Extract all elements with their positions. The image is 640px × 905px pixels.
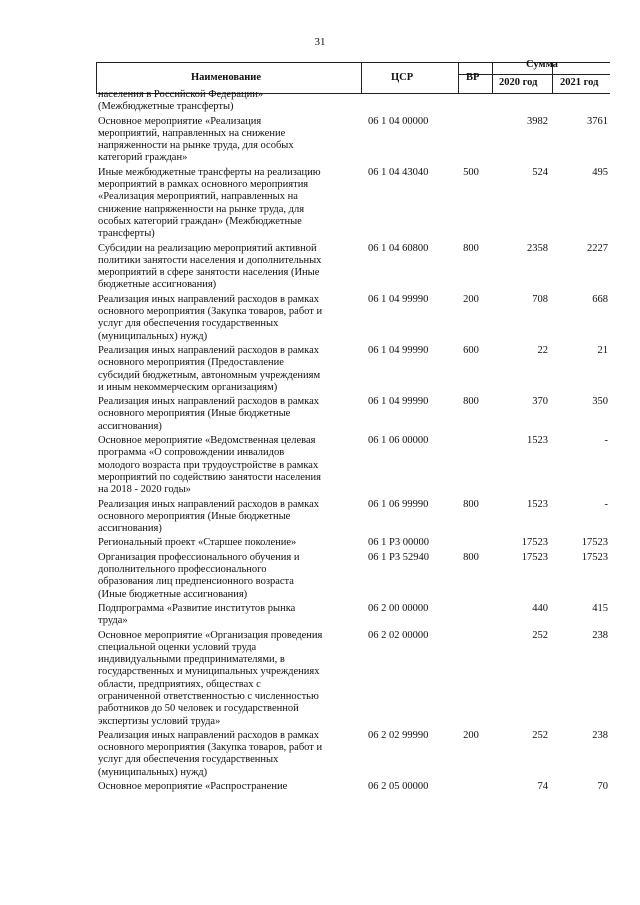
- row-name-line: Реализация иных направлений расходов в рамках: [98, 396, 320, 408]
- row-name-line: ассигнования): [98, 523, 162, 535]
- row-vr: 200: [463, 293, 479, 305]
- row-name: [98, 167, 360, 241]
- table-row: [0, 603, 640, 630]
- row-csr: 06 2 05 00000: [368, 781, 429, 793]
- row-2021: -: [604, 435, 608, 447]
- row-name-line: Региональный проект «Старшее поколение»: [98, 537, 297, 549]
- row-csr: 06 1 04 99990: [368, 344, 429, 356]
- table-body: [0, 89, 640, 795]
- row-2020: 1523: [527, 498, 548, 510]
- row-name-line: Основное мероприятие «Распространение: [98, 781, 288, 793]
- row-csr: 06 1 Р3 52940: [368, 551, 429, 563]
- row-name-line: государственных и муниципальных учреждениях: [98, 666, 320, 678]
- row-name: [98, 537, 360, 549]
- row-name-line: Реализация иных направлений расходов в рамках: [98, 729, 320, 741]
- row-name-line: Основное мероприятие «Реализация: [98, 115, 262, 127]
- table-row: [0, 537, 640, 551]
- row-name-line: Субсидии на реализацию мероприятий активной: [98, 242, 317, 254]
- table-row: [0, 396, 640, 435]
- row-name: [98, 243, 360, 292]
- row-name-line: снижение напряженности на рынке труда, для: [98, 203, 305, 215]
- row-name: [98, 345, 360, 394]
- row-name: [98, 552, 360, 601]
- row-2021: -: [604, 498, 608, 510]
- row-csr: 06 1 04 43040: [368, 166, 429, 178]
- row-name-line: Основное мероприятие «Организация проведения: [98, 629, 323, 641]
- row-name-line: (Иные бюджетные ассигнования): [98, 588, 248, 600]
- row-name-line: бюджетные ассигнования): [98, 279, 217, 291]
- row-name: [98, 630, 360, 728]
- header-vr: ВР: [466, 72, 480, 83]
- row-csr: 06 1 06 99990: [368, 498, 429, 510]
- row-name-line: молодого возраста при трудоустройстве в рамках: [98, 459, 319, 471]
- row-2020: 252: [532, 729, 548, 741]
- table-row: [0, 630, 640, 730]
- page-number: 31: [314, 36, 326, 48]
- row-2020: 1523: [527, 435, 548, 447]
- row-name-line: услуг для обеспечения государственных: [98, 318, 279, 330]
- header-sum: Сумма: [526, 59, 558, 70]
- row-vr: 800: [463, 242, 479, 254]
- row-name-line: Реализация иных направлений расходов в рамках: [98, 293, 320, 305]
- row-name-line: услуг для обеспечения государственных: [98, 754, 279, 766]
- row-2021: 70: [597, 781, 608, 793]
- header-2021: 2021 год: [560, 77, 599, 88]
- row-name: [98, 499, 360, 536]
- row-name-line: индивидуальными предпринимателями, в: [98, 654, 285, 666]
- header-2020: 2020 год: [499, 77, 538, 88]
- table-row: [0, 552, 640, 603]
- row-vr: 800: [463, 551, 479, 563]
- row-name: [98, 781, 360, 793]
- row-name-line: труда»: [98, 615, 128, 627]
- row-2020: 524: [532, 166, 548, 178]
- row-name: [98, 89, 360, 114]
- table-row: [0, 435, 640, 499]
- row-vr: 800: [463, 498, 479, 510]
- row-name-line: населения в Российской Федерации»: [98, 89, 264, 100]
- row-2021: 17523: [581, 537, 608, 549]
- row-name-line: трансферты): [98, 228, 155, 240]
- row-name-line: (муниципальных) нужд): [98, 766, 208, 778]
- row-name: [98, 603, 360, 628]
- row-vr: 500: [463, 166, 479, 178]
- row-name-line: «Реализация мероприятий, направленных на: [98, 191, 298, 203]
- row-name-line: особых категорий граждан» (Межбюджетные: [98, 215, 302, 227]
- row-name-line: области, предприятиях, обществах с: [98, 678, 261, 690]
- row-name-line: основного мероприятия (Предоставление: [98, 357, 284, 369]
- row-name-line: напряженности на рынке труда, для особых: [98, 140, 294, 152]
- row-name-line: Подпрограмма «Развитие институтов рынка: [98, 602, 296, 614]
- row-2021: 2227: [587, 242, 608, 254]
- row-2021: 350: [592, 396, 608, 408]
- table-row: [0, 167, 640, 243]
- row-csr: 06 2 02 99990: [368, 729, 429, 741]
- row-name: [98, 396, 360, 433]
- row-csr: 06 1 Р3 00000: [368, 537, 429, 549]
- row-2020: 3982: [527, 115, 548, 127]
- table-row: [0, 89, 640, 116]
- table-row: [0, 294, 640, 345]
- row-name: [98, 435, 360, 496]
- row-2020: 17523: [521, 551, 548, 563]
- row-2020: 2358: [527, 242, 548, 254]
- row-csr: 06 1 04 00000: [368, 115, 429, 127]
- row-2021: 668: [592, 293, 608, 305]
- table-row: [0, 730, 640, 781]
- header-csr: ЦСР: [391, 72, 414, 83]
- header-name: Наименование: [191, 72, 261, 83]
- row-2021: 3761: [587, 115, 608, 127]
- row-csr: 06 1 06 00000: [368, 435, 429, 447]
- row-name-line: основного мероприятия (Закупка товаров, работ и: [98, 306, 323, 318]
- row-name: [98, 730, 360, 779]
- row-2021: 17523: [581, 551, 608, 563]
- row-name-line: основного мероприятия (Иные бюджетные: [98, 510, 291, 522]
- table-row: [0, 781, 640, 795]
- row-name-line: (муниципальных) нужд): [98, 330, 208, 342]
- row-vr: 600: [463, 344, 479, 356]
- row-2020: 440: [532, 602, 548, 614]
- row-name-line: основного мероприятия (Иные бюджетные: [98, 408, 291, 420]
- table-row: [0, 243, 640, 294]
- table-row: [0, 499, 640, 538]
- row-2020: 74: [537, 781, 548, 793]
- row-name-line: Реализация иных направлений расходов в рамках: [98, 344, 320, 356]
- row-csr: 06 1 04 99990: [368, 396, 429, 408]
- row-name-line: политики занятости населения и дополнительных: [98, 254, 322, 266]
- row-name-line: мероприятий по содействию занятости населения: [98, 471, 322, 483]
- row-2021: 238: [592, 629, 608, 641]
- row-name-line: мероприятий в рамках основного мероприятия: [98, 179, 309, 191]
- row-2021: 21: [597, 344, 608, 356]
- row-name-line: ограниченной ответственностью с численностью: [98, 690, 319, 702]
- row-vr: 200: [463, 729, 479, 741]
- table-row: [0, 345, 640, 396]
- row-2020: 370: [532, 396, 548, 408]
- row-name-line: специальной оценки условий труда: [98, 641, 257, 653]
- row-2021: 238: [592, 729, 608, 741]
- row-2020: 22: [537, 344, 548, 356]
- row-name-line: Основное мероприятие «Ведомственная целевая: [98, 435, 316, 447]
- row-name-line: на 2018 - 2020 годы»: [98, 484, 191, 496]
- row-name: [98, 116, 360, 165]
- row-name-line: программа «О сопровождении инвалидов: [98, 447, 285, 459]
- row-2021: 495: [592, 166, 608, 178]
- row-name-line: (Межбюджетные трансферты): [98, 101, 234, 113]
- table-row: [0, 116, 640, 167]
- row-csr: 06 1 04 99990: [368, 293, 429, 305]
- row-2020: 17523: [521, 537, 548, 549]
- row-name-line: мероприятий, направленных на снижение: [98, 127, 286, 139]
- row-name-line: категорий граждан»: [98, 152, 188, 164]
- row-name-line: экспертизы условий труда»: [98, 715, 221, 727]
- row-2021: 415: [592, 602, 608, 614]
- row-name-line: и иным некоммерческим организациям): [98, 381, 278, 393]
- row-name-line: работников до 50 человек и государственной: [98, 703, 299, 715]
- row-name-line: Реализация иных направлений расходов в рамках: [98, 498, 320, 510]
- row-name-line: дополнительного профессионального: [98, 564, 267, 576]
- row-csr: 06 1 04 60800: [368, 242, 429, 254]
- row-name-line: мероприятий в сфере занятости населения (Иные: [98, 267, 320, 279]
- row-name-line: субсидий бюджетным, автономным учреждениям: [98, 369, 321, 381]
- row-csr: 06 2 02 00000: [368, 629, 429, 641]
- row-name-line: образования лиц предпенсионного возраста: [98, 576, 294, 588]
- row-name-line: Иные межбюджетные трансферты на реализацию: [98, 166, 321, 178]
- row-name: [98, 294, 360, 343]
- row-name-line: основного мероприятия (Закупка товаров, работ и: [98, 742, 323, 754]
- row-csr: 06 2 00 00000: [368, 602, 429, 614]
- row-vr: 800: [463, 396, 479, 408]
- row-name-line: Организация профессионального обучения и: [98, 551, 300, 563]
- row-2020: 708: [532, 293, 548, 305]
- row-name-line: ассигнования): [98, 420, 162, 432]
- row-2020: 252: [532, 629, 548, 641]
